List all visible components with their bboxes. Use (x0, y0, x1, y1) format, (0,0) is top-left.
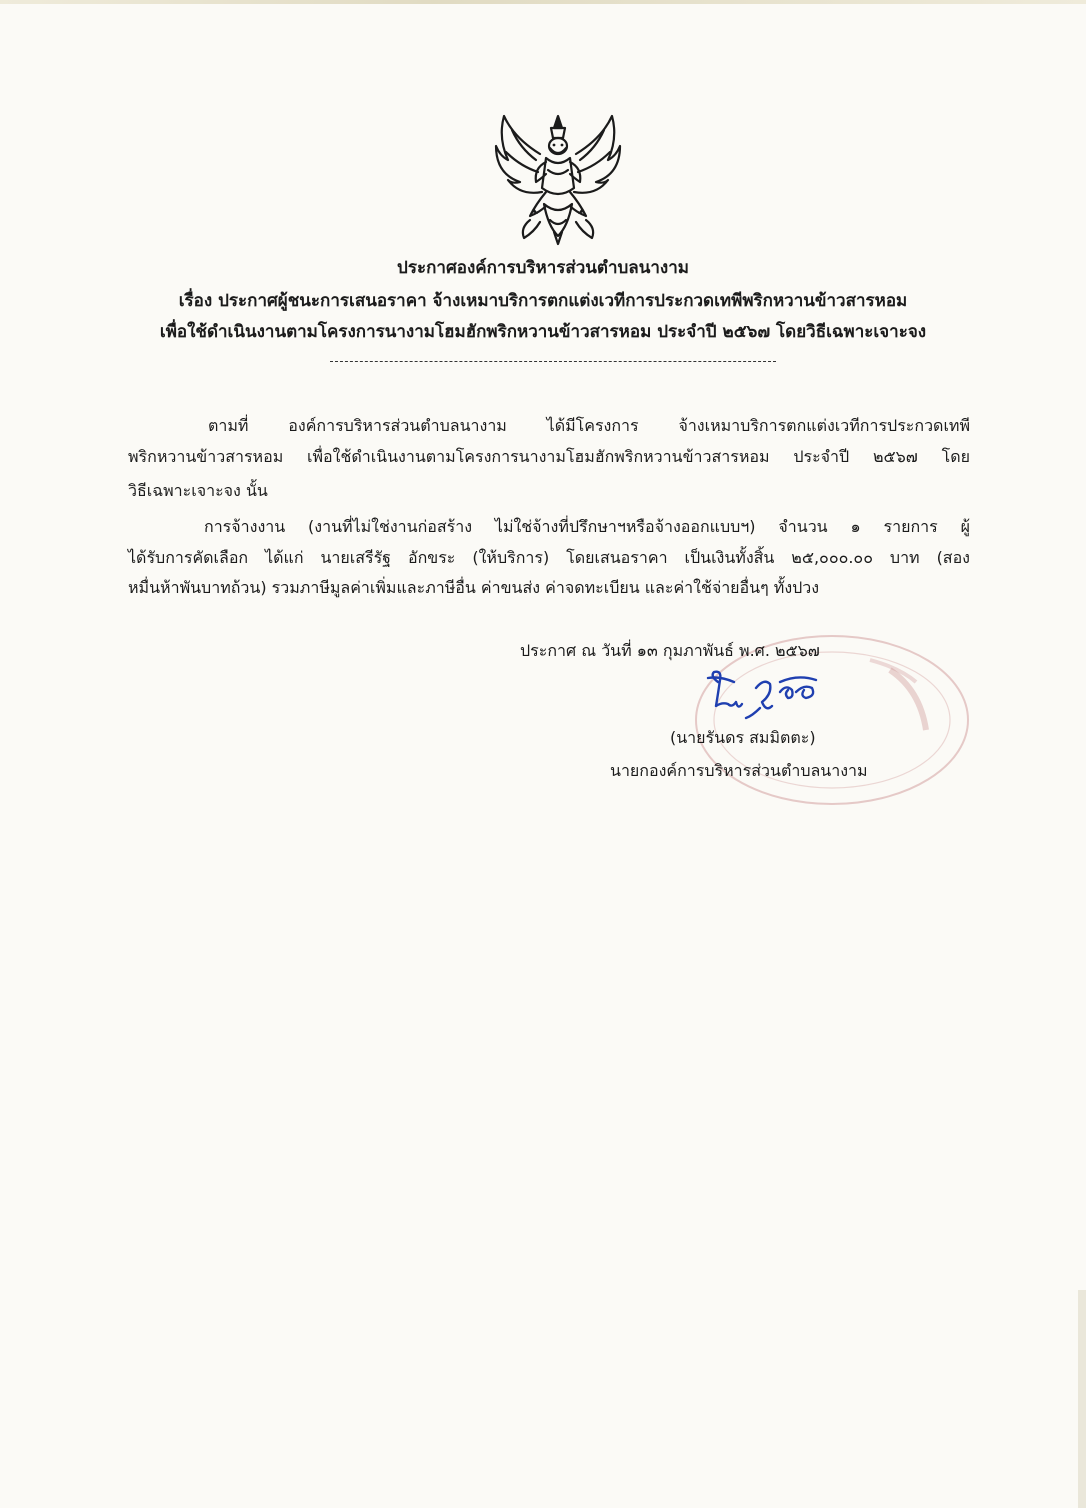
signer-name: (นายรันดร สมมิตตะ) (670, 728, 816, 747)
paragraph-1-line-1: ตามที่ องค์การบริหารส่วนตำบลนางาม ได้มีโครงการ จ้างเหมาบริการตกแต่งเวทีการประกวดเทพี (208, 416, 970, 435)
announcement-subject: เรื่อง ประกาศผู้ชนะการเสนอราคา จ้างเหมาบริการตกแต่งเวทีการประกวดเทพีพริกหวานข้าวสารหอม (178, 291, 908, 311)
paragraph-1-line-2: พริกหวานข้าวสารหอม เพื่อใช้ดำเนินงานตามโครงการนางามโฮมฮักพริกหวานข้าวสารหอม ประจำปี ๒๕๖๗ โดย (128, 447, 970, 466)
announcement-subject-cont: เพื่อใช้ดำเนินงานตามโครงการนางามโฮมฮักพริกหวานข้าวสารหอม ประจำปี ๒๕๖๗ โดยวิธีเฉพาะเจาะจง (159, 322, 927, 342)
paragraph-1-line-3: วิธีเฉพาะเจาะจง นั้น (128, 481, 268, 500)
paper-right-edge (1078, 1290, 1086, 1508)
handwritten-signature-icon (700, 668, 830, 720)
garuda-emblem-icon (490, 108, 626, 248)
announcement-title: ประกาศองค์การบริหารส่วนตำบลนางาม (397, 258, 689, 278)
paper-top-edge (0, 0, 1086, 4)
paragraph-2-line-2: ได้รับการคัดเลือก ได้แก่ นายเสรีรัฐ อักขระ (ให้บริการ) โดยเสนอราคา เป็นเงินทั้งสิ้น ๒๕,๐๐๐.๐๐ บาท (สอง (128, 548, 970, 567)
paragraph-2-line-3: หมื่นห้าพันบาทถ้วน) รวมภาษีมูลค่าเพิ่มและภาษีอื่น ค่าขนส่ง ค่าจดทะเบียน และค่าใช้จ่ายอื่นๆ ทั้งปวง (128, 578, 820, 597)
header-divider (330, 361, 776, 362)
signer-position: นายกองค์การบริหารส่วนตำบลนางาม (610, 761, 868, 780)
paragraph-2-line-1: การจ้างงาน (งานที่ไม่ใช่งานก่อสร้าง ไม่ใช่จ้างที่ปรึกษาฯหรือจ้างออกแบบฯ) จำนวน ๑ รายการ ผู้ (204, 517, 970, 536)
announcement-date: ประกาศ ณ วันที่ ๑๓ กุมภาพันธ์ พ.ศ. ๒๕๖๗ (520, 641, 820, 660)
